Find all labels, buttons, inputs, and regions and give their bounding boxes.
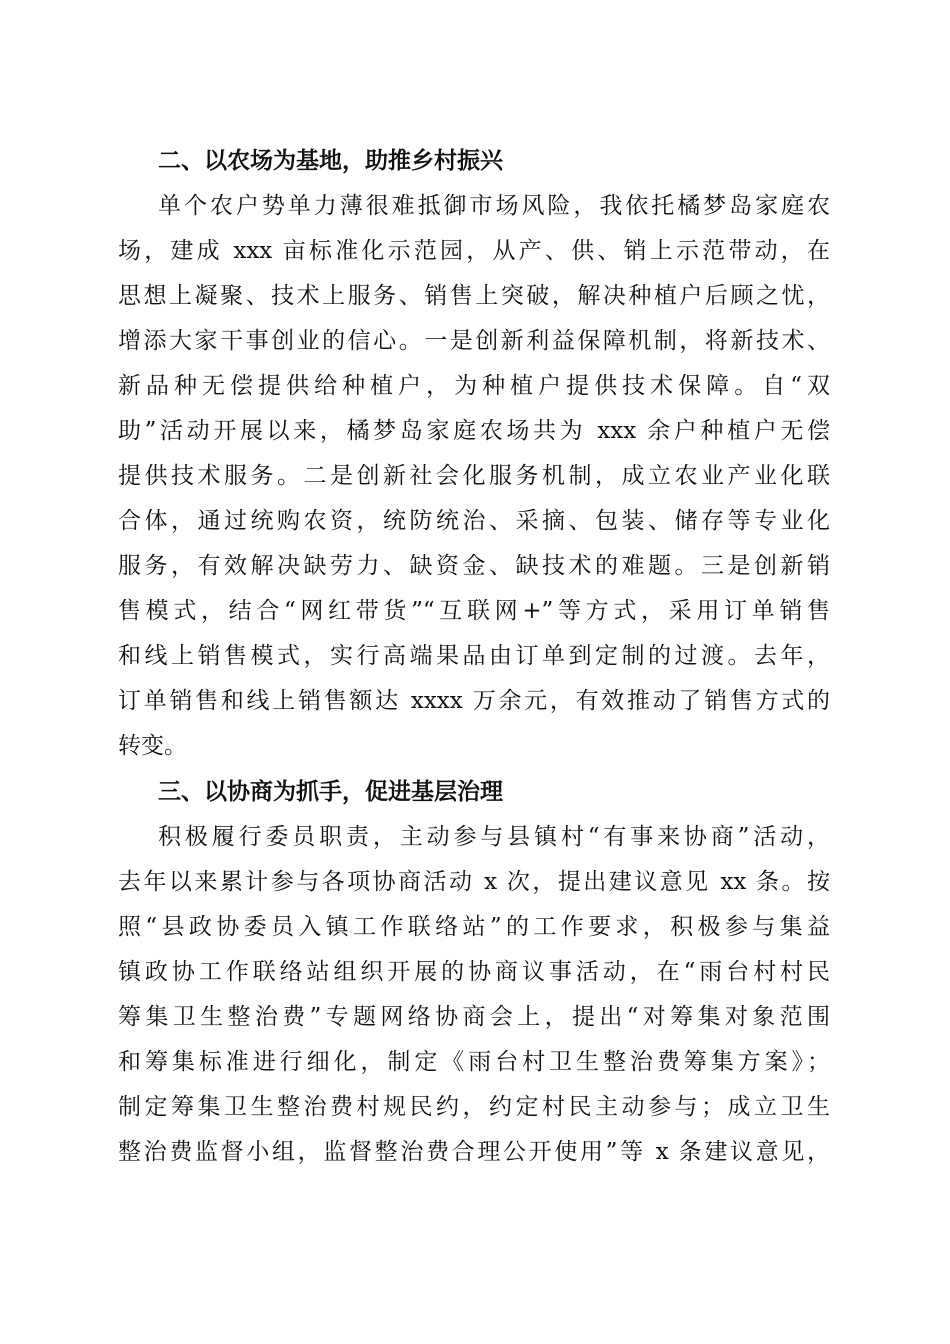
text-line: 订单销售和线上销售额达 xxxx 万余元，有效推动了销售方式的 [118, 688, 830, 714]
text-line: 思想上凝聚、技术上服务、销售上突破，解决种植户后顾之忧， [118, 283, 830, 309]
text-line: 售模式，结合“网红带货”“互联网+”等方式，采用订单销售 [118, 598, 830, 624]
text-line: 筹集卫生整治费”专题网络协商会上，提出“对筹集对象范围 [118, 1004, 830, 1030]
text-line: 整治费监督小组，监督整治费合理公开使用”等 x 条建议意见， [118, 1139, 830, 1165]
text-line: 制定筹集卫生整治费村规民约，约定村民主动参与；成立卫生 [118, 1094, 830, 1120]
text-line: 新品种无偿提供给种植户，为种植户提供技术保障。自“双 [118, 373, 830, 399]
text-line: 服务，有效解决缺劳力、缺资金、缺技术的难题。三是创新销 [118, 553, 830, 579]
paragraph [118, 815, 830, 1175]
document-body [118, 138, 830, 1175]
text-line: 助”活动开展以来，橘梦岛家庭农场共为 xxx 余户种植户无偿 [118, 418, 830, 444]
section-heading: 二、以农场为基地，助推乡村振兴 [158, 148, 503, 174]
text-line: 去年以来累计参与各项协商活动 x 次，提出建议意见 xx 条。按 [118, 869, 830, 895]
text-line: 和线上销售模式，实行高端果品由订单到定制的过渡。去年， [118, 643, 830, 669]
text-line: 增添大家干事创业的信心。一是创新利益保障机制，将新技术、 [118, 328, 830, 354]
text-line: 单个农户势单力薄很难抵御市场风险，我依托橘梦岛家庭农 [158, 193, 830, 219]
text-line: 镇政协工作联络站组织开展的协商议事活动，在“雨台村村民 [118, 959, 830, 985]
paragraph [118, 184, 830, 769]
text-line: 和筹集标准进行细化，制定《雨台村卫生整治费筹集方案》； [118, 1049, 830, 1075]
text-line: 场，建成 xxx 亩标准化示范园，从产、供、销上示范带动，在 [118, 238, 830, 264]
text-line: 积极履行委员职责，主动参与县镇村“有事来协商”活动， [158, 824, 830, 850]
text-line: 合体，通过统购农资，统防统治、采摘、包装、储存等专业化 [118, 508, 830, 534]
text-line: 转变。 [118, 733, 187, 759]
section-heading: 三、以协商为抓手，促进基层治理 [158, 779, 503, 805]
text-line: 照“县政协委员入镇工作联络站”的工作要求，积极参与集益 [118, 914, 830, 940]
text-line: 提供技术服务。二是创新社会化服务机制，成立农业产业化联 [118, 463, 830, 489]
